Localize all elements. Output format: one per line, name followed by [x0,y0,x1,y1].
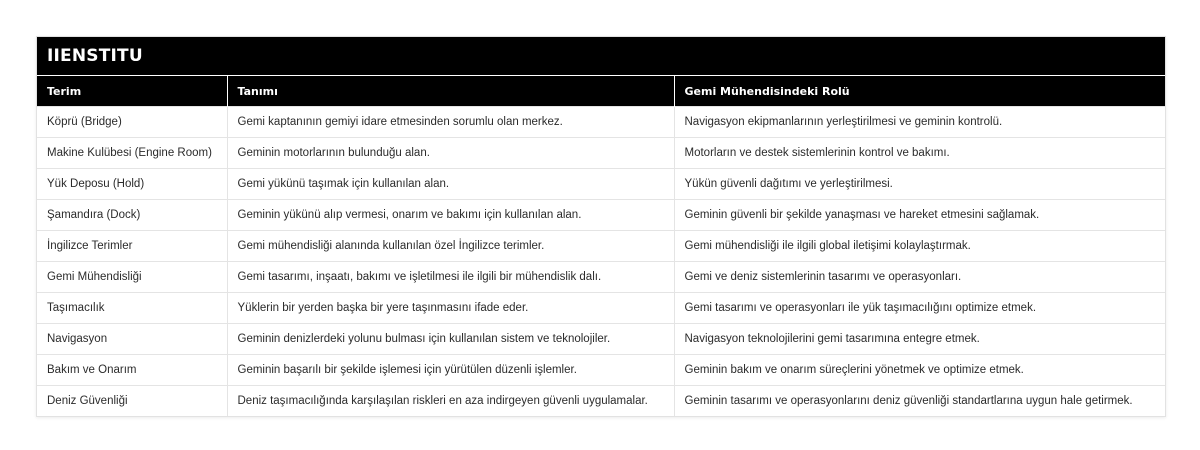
cell-term: Köprü (Bridge) [37,107,227,138]
cell-role: Gemi ve deniz sistemlerinin tasarımı ve operasyonları. [674,262,1165,293]
table-row [37,107,1165,138]
table-row [37,386,1165,417]
cell-role: Gemi tasarımı ve operasyonları ile yük taşımacılığını optimize etmek. [674,293,1165,324]
header-row [37,76,1165,107]
cell-definition: Geminin motorlarının bulunduğu alan. [227,138,674,169]
table-row [37,200,1165,231]
table-row [37,293,1165,324]
table-row [37,231,1165,262]
cell-definition: Gemi kaptanının gemiyi idare etmesinden sorumlu olan merkez. [227,107,674,138]
cell-term: Makine Kulübesi (Engine Room) [37,138,227,169]
cell-role: Motorların ve destek sistemlerinin kontrol ve bakımı. [674,138,1165,169]
glossary-table [37,75,1165,416]
cell-role: Gemi mühendisliği ile ilgili global iletişimi kolaylaştırmak. [674,231,1165,262]
cell-term: İngilizce Terimler [37,231,227,262]
table-row [37,355,1165,386]
cell-definition: Gemi tasarımı, inşaatı, bakımı ve işletilmesi ile ilgili bir mühendislik dalı. [227,262,674,293]
cell-role: Geminin bakım ve onarım süreçlerini yönetmek ve optimize etmek. [674,355,1165,386]
table-row [37,262,1165,293]
cell-role: Geminin güvenli bir şekilde yanaşması ve hareket etmesini sağlamak. [674,200,1165,231]
cell-term: Şamandıra (Dock) [37,200,227,231]
cell-definition: Yüklerin bir yerden başka bir yere taşınmasını ifade eder. [227,293,674,324]
cell-definition: Deniz taşımacılığında karşılaşılan riskleri en aza indirgeyen güvenli uygulamalar. [227,386,674,417]
cell-role: Navigasyon teknolojilerini gemi tasarımına entegre etmek. [674,324,1165,355]
table-header [37,76,1165,107]
brand-title: IIENSTITU [37,37,1165,75]
cell-definition: Geminin başarılı bir şekilde işlemesi için yürütülen düzenli işlemler. [227,355,674,386]
glossary-table-card [36,36,1166,417]
table-row [37,138,1165,169]
cell-definition: Gemi yükünü taşımak için kullanılan alan. [227,169,674,200]
cell-definition: Geminin yükünü alıp vermesi, onarım ve bakımı için kullanılan alan. [227,200,674,231]
table-body [37,107,1165,417]
cell-role: Yükün güvenli dağıtımı ve yerleştirilmesi. [674,169,1165,200]
cell-role: Navigasyon ekipmanlarının yerleştirilmesi ve geminin kontrolü. [674,107,1165,138]
cell-role: Geminin tasarımı ve operasyonlarını deniz güvenliği standartlarına uygun hale getirmek. [674,386,1165,417]
header-definition: Tanımı [227,76,674,107]
cell-term: Yük Deposu (Hold) [37,169,227,200]
header-term: Terim [37,76,227,107]
cell-term: Navigasyon [37,324,227,355]
cell-term: Bakım ve Onarım [37,355,227,386]
cell-definition: Gemi mühendisliği alanında kullanılan özel İngilizce terimler. [227,231,674,262]
cell-term: Gemi Mühendisliği [37,262,227,293]
header-role: Gemi Mühendisindeki Rolü [674,76,1165,107]
cell-term: Taşımacılık [37,293,227,324]
table-row [37,169,1165,200]
cell-definition: Geminin denizlerdeki yolunu bulması için kullanılan sistem ve teknolojiler. [227,324,674,355]
cell-term: Deniz Güvenliği [37,386,227,417]
table-row [37,324,1165,355]
